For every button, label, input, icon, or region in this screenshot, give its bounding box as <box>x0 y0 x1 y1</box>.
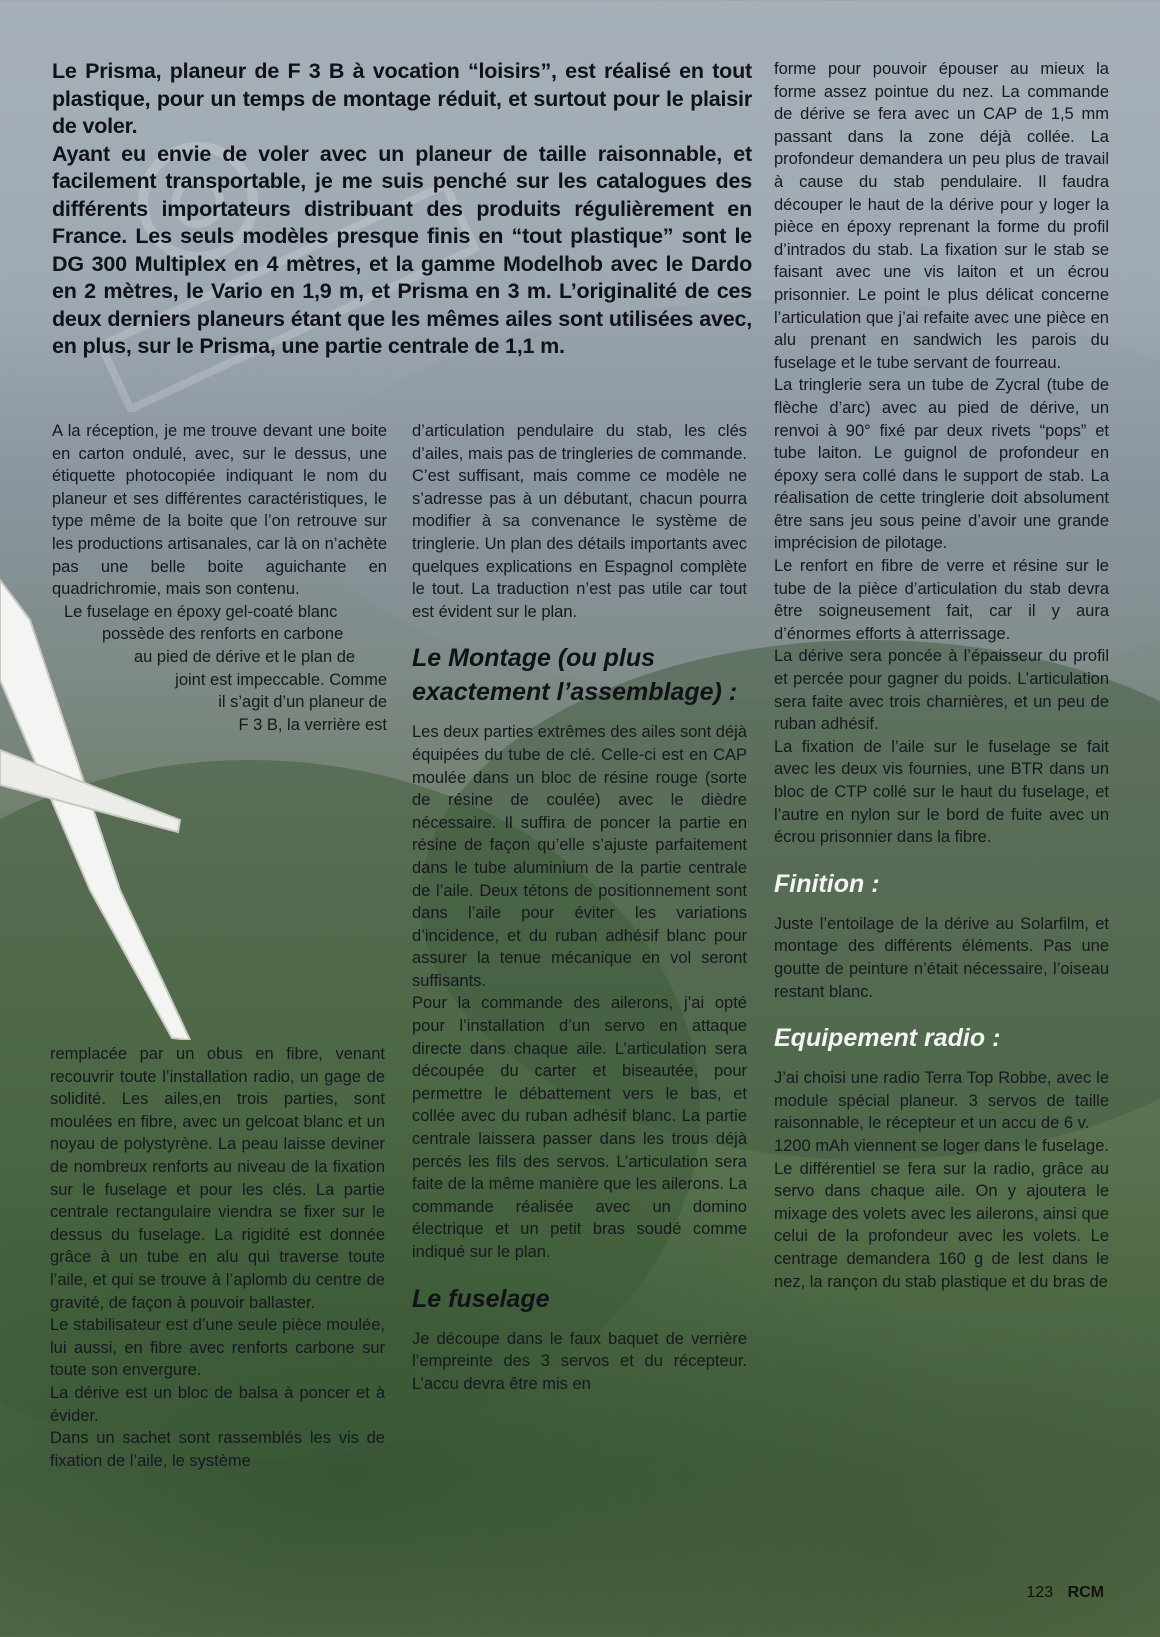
col1-line-4: joint est impeccable. Comme <box>175 670 387 689</box>
col2-paragraph-1: d’articulation pendulaire du stab, les clés d’ailes, mais pas de tringleries de commande. C’est suffisant, mais comme ce modèle ne s’adresse pas à un débutant, chacun pourra modifier à sa convenance le système de tringlerie. Un plan des détails importants avec quelques explications en Espagnol complète le tout. La traduction n’est pas utile car tout est évident sur le plan. <box>412 422 747 621</box>
col1-low-paragraph-4: Dans un sachet sont rassemblés les vis de fixation de l’aile, le système <box>50 1429 385 1470</box>
col3-paragraph-1: forme pour pouvoir épouser au mieux la forme assez pointue du nez. La commande de dérive se fera avec un CAP de 1,5 mm passant dans la zone déjà collée. La profondeur demandera un peu plus de travail à cause du stab pendulaire. Il faudra découper le haut de la dérive pour y loger la pièce en époxy reprenant la forme du profil d’intrados du stab. La fixation sur le stab se faisant avec une vis laiton et un écrou prisonnier. Le point le plus délicat concerne l’articulation que j’ai refaite avec une pièce en alu prenant en sandwich les parois du fuselage et le tube servant de fourreau. <box>774 60 1109 372</box>
col1-line-1: Le fuselage en époxy gel-coaté blanc <box>64 602 338 621</box>
col1-line-6: F 3 B, la verrière est <box>238 715 387 734</box>
col1-line-5: il s’agit d’un planeur de <box>218 693 387 712</box>
col3-paragraph-5: La fixation de l’aile sur le fuselage se fait avec les deux vis fournies, une BTR dans un bloc de CTP collé sur le haut du fuselage, et l’autre en nylon sur le bord de fuite avec un écrou prisonnier dans la fibre. <box>774 737 1109 847</box>
col3-paragraph-4: La dérive sera poncée à l’épaisseur du profil et percée pour gagner du poids. L’articulation sera faite avec trois charnières, et un peu de ruban adhésif. <box>774 647 1109 734</box>
intro-block <box>52 58 752 361</box>
col1-line-3: au pied de dérive et le plan de <box>134 647 356 666</box>
col3-paragraph-2: La tringlerie sera un tube de Zycral (tube de flèche d’arc) avec au pied de dérive, un renvoi à 90° fixé par deux rivets “pops” et tube laiton. Le guignol de profondeur en époxy sera collé dans le support de stab. La réalisation de cette tringlerie doit absolument être sans jeu sous peine d’avoir une grande imprécision de pilotage. <box>774 376 1109 553</box>
col2-paragraph-2: Les deux parties extrêmes des ailes sont déjà équipées du tube de clé. Celle-ci est en CAP moulée dans un bloc de résine rouge (sorte de résine de coulée) avec le dièdre nécessaire. Il suffira de poncer la partie en résine de façon qu’elle s’ajuste parfaitement dans le tube aluminium de la partie centrale de l’aile. Deux tétons de positionnement sont dans l’aile pour éviter les variations d’incidence, et du ruban adhésif blanc pour assurer la tenue mécanique en vol seront suffisants. <box>412 723 747 990</box>
column-3 <box>774 58 1109 1293</box>
column-2 <box>412 420 747 1395</box>
column-1-top <box>52 420 387 736</box>
page-footer <box>1026 1584 1104 1602</box>
col3-paragraph-7: J’ai choisi une radio Terra Top Robbe, avec le module spécial planeur. 3 servos de taille raisonnable, le récepteur et un accu de 6 v. <box>774 1069 1109 1133</box>
intro-paragraph-1: Le Prisma, planeur de F 3 B à vocation “loisirs”, est réalisé en tout plastique, pour un temps de montage réduit, et surtout pour le plaisir de voler. <box>52 59 752 138</box>
magazine-name: RCM <box>1067 1584 1104 1601</box>
heading-fuselage: Le fuselage <box>412 1284 550 1313</box>
col2-paragraph-3: Pour la commande des ailerons, j’ai opté pour l’installation d’un servo en attaque directe dans chaque aile. L’articulation sera découpée du carter et biseautée, pour permettre le débattement vers le bas, et collée avec du ruban adhésif blanc. La partie centrale laissera passer dans les trous déjà percés les fils des servos. L’articulation sera faite de la même manière que les ailerons. La commande réalisée avec un domino électrique et un petit bras soudé comme indiqué sur le plan. <box>412 994 747 1261</box>
heading-finition: Finition : <box>774 869 880 898</box>
col3-paragraph-6: Juste l’entoilage de la dérive au Solarfilm, et montage des différents éléments. Pas une goutte de peinture n’était nécessaire, l’oiseau restant blanc. <box>774 914 1109 1001</box>
column-1-bottom <box>50 1043 385 1472</box>
intro-paragraph-2: Ayant eu envie de voler avec un planeur de taille raisonnable, et facilement transportable, je me suis penché sur les catalogues des différents importateurs distribuant des produits régulièrement en France. Les seuls modèles presque finis en “tout plastique” sont le DG 300 Multiplex en 4 mètres, et la gamme Modelhob avec le Dardo en 2 mètres, le Vario en 1,9 m, et Prisma en 3 m. L’originalité de ces deux derniers planeurs étant que les mêmes ailes sont utilisées avec, en plus, sur le Prisma, une partie centrale de 1,1 m. <box>52 141 752 358</box>
col2-paragraph-4: Je découpe dans le faux baquet de verrière l’empreinte des 3 servos et du récepteur. L’accu devra être mis en <box>412 1329 747 1393</box>
col3-paragraph-3: Le renfort en fibre de verre et résine sur le tube de la pièce d’articulation du stab devra être soigneusement fait, car il y aura d’énormes efforts à atterrissage. <box>774 557 1109 643</box>
col3-paragraph-8: 1200 mAh viennent se loger dans le fuselage. Le différentiel se fera sur la radio, grâce au servo dans chaque aile. On y ajoutera le mixage des volets avec les ailerons, ainsi que celui de la profondeur avec les volets. Le centrage demandera 160 g de lest dans le nez, la rançon du stab plastique et du bras de <box>774 1136 1109 1291</box>
heading-montage: Le Montage (ou plus exactement l’assemblage) : <box>412 644 738 707</box>
page-number: 123 <box>1026 1584 1054 1601</box>
col1-low-paragraph-2: Le stabilisateur est d’une seule pièce moulée, lui aussi, en fibre avec renforts carbone sur toute son envergure. <box>50 1316 385 1380</box>
col1-paragraph-1: A la réception, je me trouve devant une boite en carton ondulé, avec, sur le dessus, une étiquette photocopiée indiquant le nom du planeur et ses différentes caractéristiques, le type même de la boite que l’on retrouve sur les productions artisanales, car là on n’achète pas une belle boite aguichante en quadrichromie, mais son contenu. <box>52 422 387 599</box>
col1-low-paragraph-3: La dérive est un bloc de balsa à poncer et à évider. <box>50 1383 385 1425</box>
heading-equipement-radio: Equipement radio : <box>774 1024 1001 1053</box>
col1-low-paragraph-1: remplacée par un obus en fibre, venant recouvrir toute l’installation radio, un gage de solidité. Les ailes,en trois parties, sont moulées en fibre, avec un gelcoat blanc et un noyau de polystyrène. La peau laisse deviner de nombreux renforts au niveau de la fixation sur le fuselage et pour les clés. La partie centrale rectangulaire viendra se fixer sur le dessus du fuselage. La rigidité est donnée grâce à un tube en alu qui traverse toute l’aile, et qui se trouve à l’aplomb du centre de gravité, de façon à pouvoir ballaster. <box>50 1045 385 1312</box>
col1-line-2: possède des renforts en carbone <box>102 625 344 644</box>
